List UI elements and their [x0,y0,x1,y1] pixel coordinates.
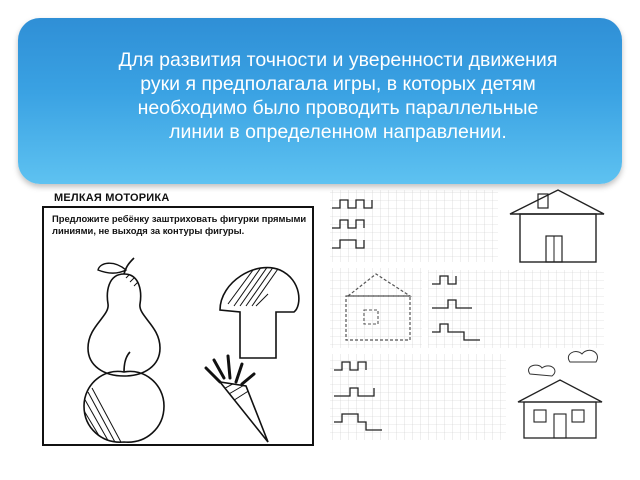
worksheet-frame [42,206,314,446]
grid-tracing-exercises [324,184,608,446]
house-drawing [510,190,604,262]
grid-exercises [324,184,608,446]
hatching-figures [44,208,312,444]
cottage-drawing [518,350,602,438]
apple-figure [80,352,164,444]
banner-line: Для развития точности и уверенности движения [118,49,558,71]
mushroom-figure [220,266,299,358]
log-hut-drawing [330,268,422,348]
grid-panel-crenels [330,354,506,440]
motor-skills-worksheet [40,192,318,454]
banner-text [48,48,628,144]
pear-figure [88,258,160,376]
banner-line: руки я предполагала игры, в которых детям [140,73,536,95]
carrot-figure [206,356,268,442]
text-banner [18,18,622,184]
grid-panel-steps [330,190,498,262]
banner-line: линии в определенном направлении. [169,121,507,143]
grid-panel-zigzag [428,270,604,348]
worksheet-instruction: Предложите ребёнку заштриховать фигурки прямыми линиями, не выходя за контуры фигуры. [52,213,307,236]
banner-line: необходимо было проводить параллельные [137,97,539,119]
worksheet-title: МЕЛКАЯ МОТОРИКА [54,192,170,204]
